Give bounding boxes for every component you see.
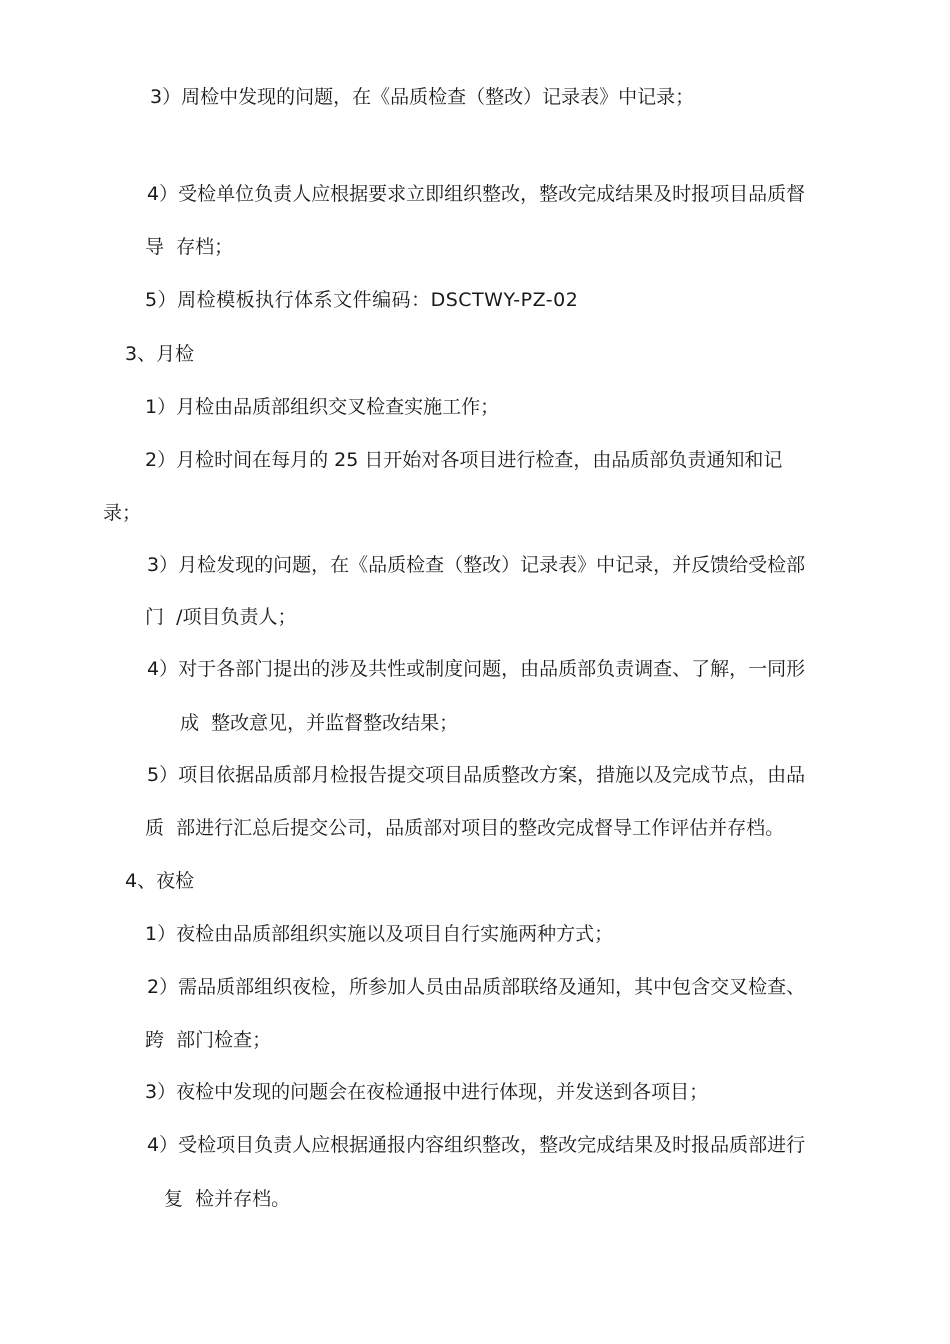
paragraph-line: 跨 部门检查；	[145, 1029, 272, 1051]
paragraph-line: 导 存档；	[145, 236, 234, 258]
paragraph-line: 录；	[103, 502, 142, 524]
paragraph-line: 复 检并存档。	[164, 1188, 291, 1210]
paragraph-line: 1）月检由品质部组织交叉检查实施工作；	[145, 396, 500, 418]
paragraph-line: 1）夜检由品质部组织实施以及项目自行实施两种方式；	[145, 923, 614, 945]
paragraph-line: 3）月检发现的问题，在《品质检查（整改）记录表》中记录，并反馈给受检部	[147, 554, 806, 576]
paragraph-line: 2）月检时间在每月的 25 日开始对各项目进行检查，由品质部负责通知和记	[145, 449, 783, 471]
paragraph-line: 4）受检项目负责人应根据通报内容组织整改，整改完成结果及时报品质部进行	[147, 1134, 806, 1156]
paragraph-line: 4）对于各部门提出的涉及共性或制度问题，由品质部负责调查、了解，一同形	[147, 658, 806, 680]
paragraph-line: 3）周检中发现的问题，在《品质检查（整改）记录表》中记录；	[150, 86, 695, 108]
paragraph-line: 成 整改意见，并监督整改结果；	[180, 712, 459, 734]
paragraph-line: 5）项目依据品质部月检报告提交项目品质整改方案，措施以及完成节点，由品	[147, 764, 806, 786]
paragraph-line: 5）周检模板执行体系文件编码：DSCTWY-PZ-02	[145, 289, 579, 311]
paragraph-line: 2）需品质部组织夜检，所参加人员由品质部联络及通知，其中包含交叉检查、	[147, 976, 806, 998]
paragraph-line: 3）夜检中发现的问题会在夜检通报中进行体现，并发送到各项目；	[145, 1081, 709, 1103]
paragraph-line: 4）受检单位负责人应根据要求立即组织整改，整改完成结果及时报项目品质督	[147, 183, 806, 205]
paragraph-line: 门 /项目负责人；	[145, 606, 297, 628]
paragraph-line: 质 部进行汇总后提交公司，品质部对项目的整改完成督导工作评估并存档。	[145, 817, 785, 839]
section-heading: 4、夜检	[125, 870, 195, 892]
section-heading: 3、月检	[125, 343, 195, 365]
